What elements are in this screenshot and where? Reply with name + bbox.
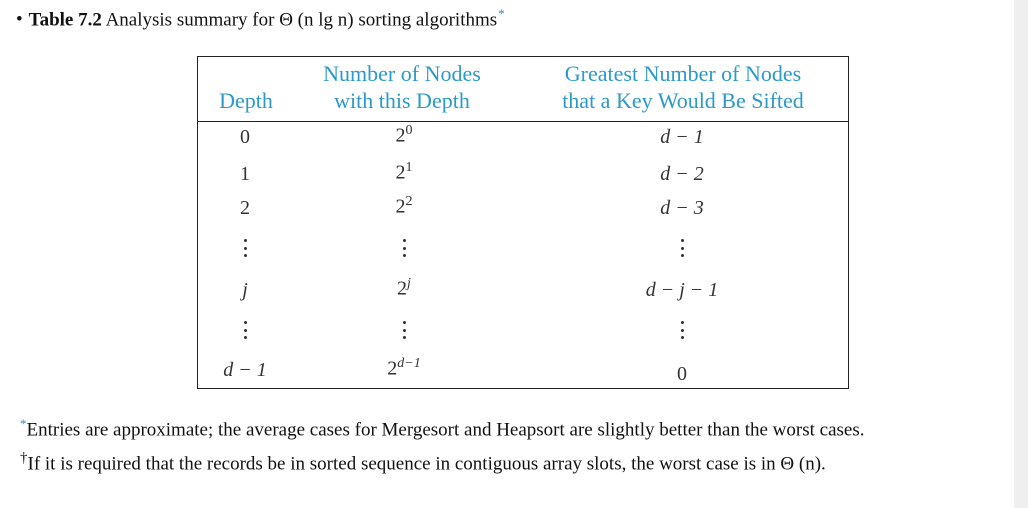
table-caption (16, 6, 505, 31)
scrollbar-track[interactable] (1014, 0, 1028, 508)
sift-cell: 0 (677, 363, 687, 385)
nodes-cell: $2^1$ (395, 160, 413, 184)
vertical-ellipsis (680, 321, 684, 339)
vertical-ellipsis (402, 239, 406, 257)
footnote-contiguous (20, 450, 826, 475)
footnote-marker: † (20, 450, 28, 466)
vertical-ellipsis (243, 321, 247, 339)
nodes-cell: $2^0$ (395, 123, 413, 147)
sift-cell: d − 1 (660, 126, 704, 148)
sift-cell: d − 3 (660, 197, 704, 219)
depth-cell: 1 (240, 163, 250, 185)
sift-cell: d − 2 (660, 163, 704, 185)
vertical-ellipsis (243, 239, 247, 257)
sift-cell: d − j − 1 (645, 279, 719, 301)
header-nodes-line1: Number of Nodes (323, 61, 481, 86)
analysis-table (197, 56, 849, 389)
vertical-ellipsis (680, 239, 684, 257)
depth-cell: j (242, 279, 248, 301)
caption-text: Analysis summary for Θ (n lg n) sorting algorithms (105, 9, 498, 31)
footnote-approximate (20, 416, 864, 441)
header-depth: Depth (219, 88, 273, 113)
header-divider (198, 121, 848, 122)
depth-cell: 2 (240, 197, 250, 219)
caption-label: Table 7.2 (28, 9, 102, 31)
nodes-cell: $2^2$ (395, 194, 413, 218)
footnote-marker: * (20, 416, 27, 431)
header-sift-line1: Greatest Number of Nodes (564, 61, 802, 86)
nodes-cell: $2^{d-1}$ (387, 356, 421, 380)
vertical-ellipsis (402, 321, 406, 339)
header-nodes-line2: with this Depth (334, 88, 470, 113)
header-sift-line2: that a Key Would Be Sifted (562, 88, 804, 113)
caption-footnote-marker: * (498, 6, 505, 21)
depth-cell: d − 1 (223, 359, 267, 381)
caption-bullet: • (16, 9, 23, 31)
footnote-text: Entries are approximate; the average cases for Mergesort and Heapsort are slightly better than the worst cases. (26, 419, 865, 441)
depth-cell: 0 (240, 126, 250, 148)
nodes-cell: 2$^j$ (397, 276, 411, 300)
footnote-text: If it is required that the records be in sorted sequence in contiguous array slots, the worst case is in Θ (n). (27, 453, 826, 475)
